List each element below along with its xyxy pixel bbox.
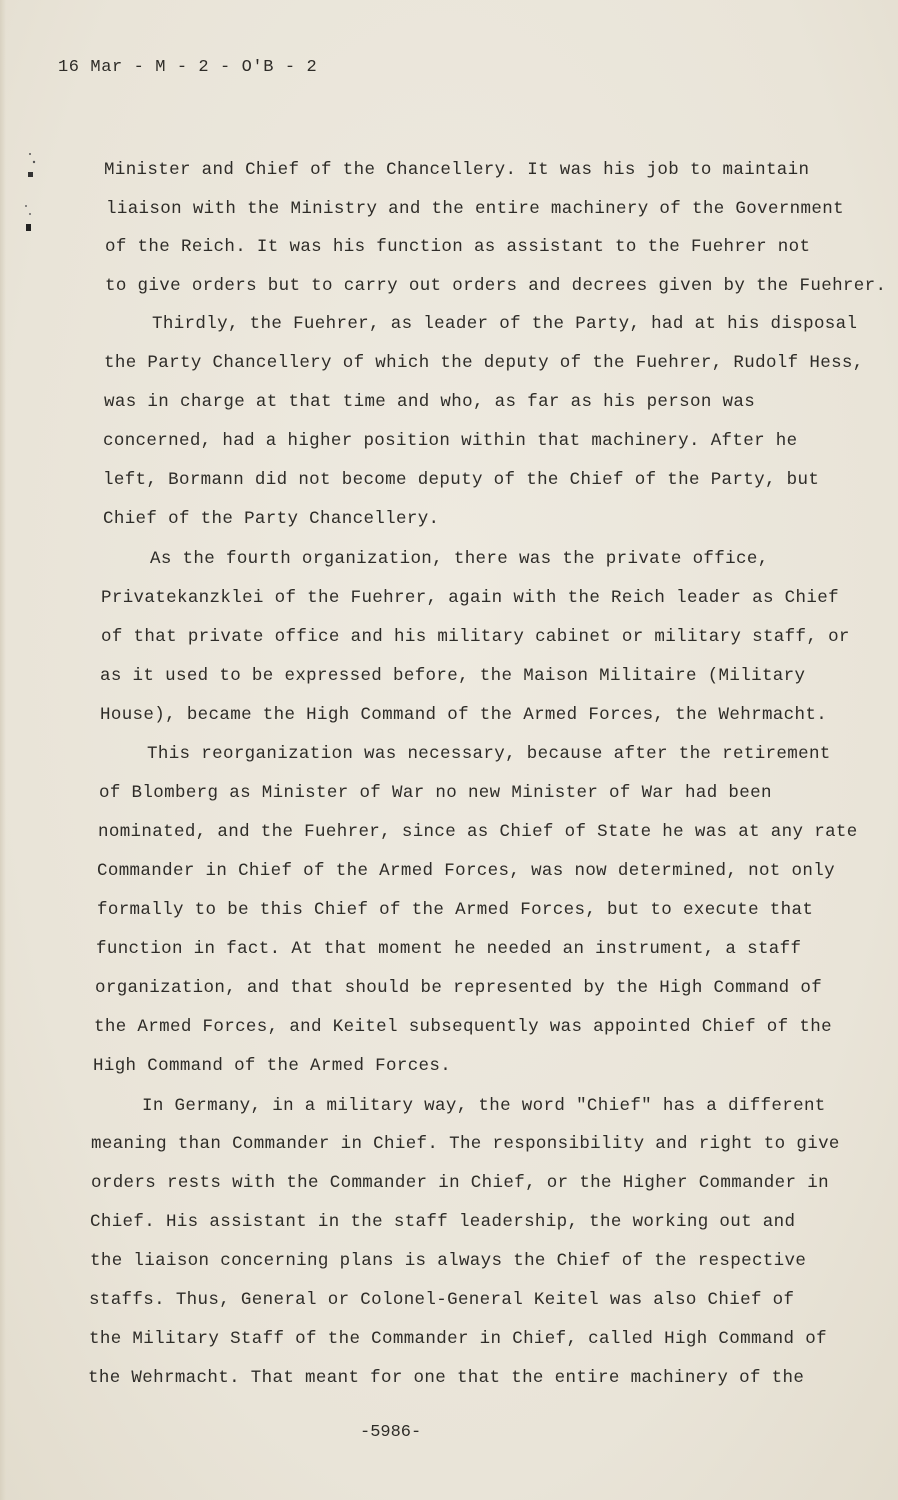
text-line: left, Bormann did not become deputy of the Chief of the Party, but [103, 470, 820, 490]
text-line: function in fact. At that moment he needed an instrument, a staff [96, 939, 802, 959]
text-line: the Armed Forces, and Keitel subsequently was appointed Chief of the [94, 1017, 832, 1037]
text-line: the Military Staff of the Commander in Chief, called High Command of [89, 1329, 827, 1349]
text-line: was in charge at that time and who, as far as his person was [104, 392, 756, 412]
margin-punch-marks [8, 148, 38, 238]
text-line: Chief. His assistant in the staff leadership, the working out and [90, 1212, 796, 1232]
text-line: nominated, and the Fuehrer, since as Chief of State he was at any rate [98, 822, 858, 842]
text-line: orders rests with the Commander in Chief, or the Higher Commander in [91, 1173, 829, 1193]
text-line: as it used to be expressed before, the Maison Militaire (Military [100, 666, 806, 686]
text-line: to give orders but to carry out orders and decrees given by the Fuehrer. [105, 276, 887, 296]
text-line: of the Reich. It was his function as assistant to the Fuehrer not [105, 237, 811, 257]
text-line: meaning than Commander in Chief. The responsibility and right to give [91, 1134, 840, 1154]
text-line: This reorganization was necessary, because after the retirement [147, 744, 831, 764]
text-line: In Germany, in a military way, the word "Chief" has a different [142, 1096, 826, 1116]
text-line: the liaison concerning plans is always the Chief of the respective [90, 1251, 807, 1271]
text-line: liaison with the Ministry and the entire machinery of the Government [106, 199, 844, 219]
text-line: Commander in Chief of the Armed Forces, was now determined, not only [97, 861, 835, 881]
text-line: of that private office and his military cabinet or military staff, or [101, 627, 850, 647]
text-line: As the fourth organization, there was the private office, [150, 549, 769, 569]
page-header-reference: 16 Mar - M - 2 - O'B - 2 [58, 58, 318, 77]
text-line: Chief of the Party Chancellery. [103, 509, 440, 529]
page-number: -5986- [360, 1423, 422, 1442]
text-line: staffs. Thus, General or Colonel-General Keitel was also Chief of [89, 1290, 795, 1310]
text-line: House), became the High Command of the Armed Forces, the Wehrmacht. [100, 705, 828, 725]
text-line: Thirdly, the Fuehrer, as leader of the Party, had at his disposal [152, 314, 858, 334]
text-line: Minister and Chief of the Chancellery. It was his job to maintain [104, 160, 810, 180]
text-line: concerned, had a higher position within that machinery. After he [103, 431, 798, 451]
page-edge-shadow [0, 0, 6, 1500]
text-line: the Party Chancellery of which the deputy of the Fuehrer, Rudolf Hess, [104, 353, 864, 373]
text-line: High Command of the Armed Forces. [93, 1056, 452, 1076]
text-line: formally to be this Chief of the Armed Forces, but to execute that [97, 900, 814, 920]
text-line: Privatekanzklei of the Fuehrer, again with the Reich leader as Chief [101, 588, 839, 608]
text-line: of Blomberg as Minister of War no new Minister of War had been [99, 783, 772, 803]
text-line: the Wehrmacht. That meant for one that the entire machinery of the [88, 1368, 805, 1388]
text-line: organization, and that should be represented by the High Command of [95, 978, 823, 998]
